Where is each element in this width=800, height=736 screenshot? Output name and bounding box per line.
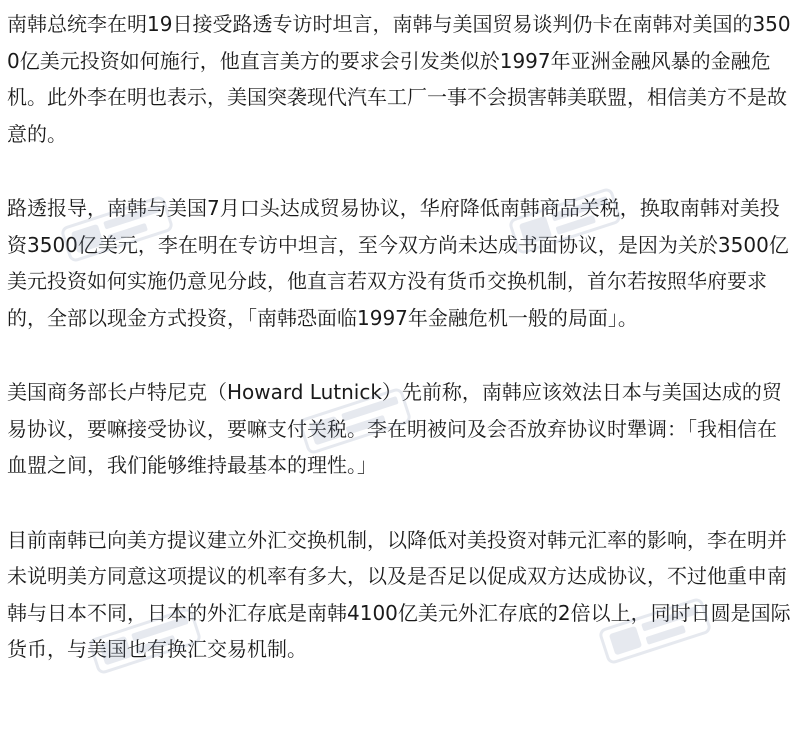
article-paragraph-2: 路透报导，南韩与美国7月口头达成贸易协议，华府降低南韩商品关税，换取南韩对美投资3500亿美元，李在明在专访中坦言，至今双方尚未达成书面协议，是因为关於3500亿美元投资如何实施仍意见分歧，他直言若双方没有货币交换机制，首尔若按照华府要求的，全部以现金方式投资，「南韩恐面临1997年金融危机一般的局面」。 — [7, 196, 789, 330]
article-paragraph-3: 美国商务部长卢特尼克（Howard Lutnick）先前称，南韩应该效法日本与美国达成的贸易协议，要嘛接受协议，要嘛支付关税。李在明被问及会否放弃协议时犟调：「我相信在血盟之间，我们能够维持最基本的理性。」 — [7, 380, 782, 477]
article-paragraph-1: 南韩总统李在明19日接受路透专访时坦言，南韩与美国贸易谈判仍卡在南韩对美国的3500亿美元投资如何施行，他直言美方的要求会引发类似於1997年亚洲金融风暴的金融危机。此外李在明也表示，美国突袭现代汽车工厂一事不会损害韩美联盟，相信美方不是故意的。 — [7, 12, 791, 146]
article-body — [7, 6, 793, 668]
article-paragraph-4: 目前南韩已向美方提议建立外汇交换机制，以降低对美投资对韩元汇率的影响，李在明并未说明美方同意这项提议的机率有多大，以及是否足以促成双方达成协议，不过他重申南韩与日本不同，日本的外汇存底是南韩4100亿美元外汇存底的2倍以上，同时日圆是国际货币，与美国也有换汇交易机制。 — [7, 527, 791, 661]
